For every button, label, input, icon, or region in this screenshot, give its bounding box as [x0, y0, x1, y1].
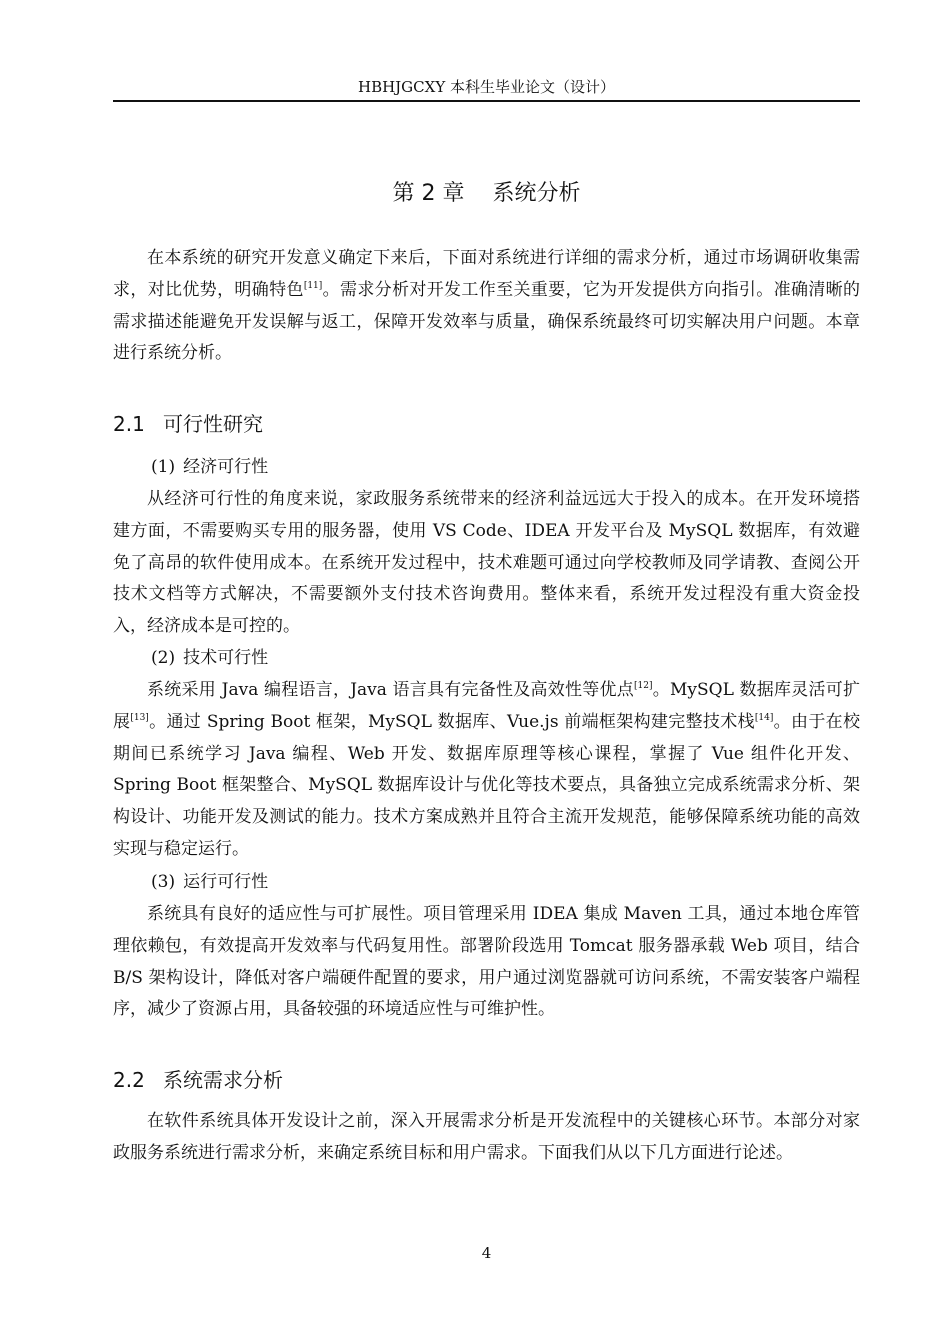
- operational-paragraph: 系统具有良好的适应性与可扩展性。项目管理采用 IDEA 集成 Maven 工具，通过本地仓库管理依赖包，有效提高开发效率与代码复用性。部署阶段选用 Tomcat 服务器承载 Web 项目，结合 B/S 架构设计，降低对客户端硬件配置的要求，用户通过浏览器就可访问系统，不需安装客户端程序，减少了资源占用，具备较强的环境适应性与可维护性。: [113, 904, 860, 1020]
- item-title: 技术可行性: [183, 648, 269, 668]
- intro-text-1: 在本系统的研究开发意义确定下来后，下面对系统进行详细的需求分析，通过市场调研收集需求，对比优势，明确特色: [113, 248, 860, 300]
- citation-14: [14]: [754, 712, 774, 723]
- item-number: (2): [151, 648, 176, 668]
- header-rule: [113, 100, 860, 102]
- citation-12: [12]: [634, 681, 653, 691]
- item-number: (1): [151, 457, 176, 477]
- item-title: 运行可行性: [183, 872, 269, 892]
- technical-block: [113, 675, 860, 866]
- section-heading-2-1: [113, 409, 263, 439]
- item-title: 经济可行性: [183, 457, 269, 477]
- section-heading-2-2: [113, 1065, 283, 1095]
- section-number: 2.1: [113, 412, 145, 436]
- technical-text-2: 。MySQL 数据库灵活可扩展: [113, 680, 860, 732]
- intro-block: [113, 243, 860, 370]
- item-number: (3): [151, 872, 176, 892]
- item-heading-economic: [151, 452, 268, 484]
- section-title: 可行性研究: [163, 412, 263, 436]
- item-heading-technical: [151, 643, 268, 675]
- item-heading-operational: [151, 867, 268, 899]
- economic-block: [113, 484, 860, 643]
- technical-paragraph: [113, 675, 860, 866]
- citation-13: [13]: [130, 712, 149, 723]
- running-header: HBHJGCXY 本科生毕业论文（设计）: [357, 78, 615, 96]
- citation-11: [11]: [303, 280, 323, 291]
- page-number: 4: [481, 1244, 492, 1262]
- technical-text-1: 系统采用 Java 编程语言，Java 语言具有完备性及高效性等优点: [147, 680, 634, 700]
- technical-text-4: 。由于在校期间已系统学习 Java 编程、Web 开发、数据库原理等核心课程，掌握了 Vue 组件化开发、Spring Boot 框架整合、MySQL 数据库设计与优化等技术要点，具备独立完成系统需求分析、架构设计、功能开发及测试的能力。技术方案成熟并且符合主流开发规范，能够保障系统功能的高效实现与稳定运行。: [113, 711, 860, 859]
- intro-paragraph: [113, 243, 860, 370]
- technical-text-3: 。通过 Spring Boot 框架，MySQL 数据库、Vue.js 前端框架构建完整技术栈: [148, 711, 755, 732]
- requirements-block: [113, 1106, 860, 1170]
- requirements-paragraph: 在软件系统具体开发设计之前，深入开展需求分析是开发流程中的关键核心环节。本部分对家政服务系统进行需求分析，来确定系统目标和用户需求。下面我们从以下几方面进行论述。: [113, 1111, 860, 1163]
- section-title: 系统需求分析: [163, 1068, 283, 1092]
- chapter-title: 第 2 章 系统分析: [392, 181, 581, 206]
- economic-paragraph: 从经济可行性的角度来说，家政服务系统带来的经济利益远远大于投入的成本。在开发环境搭建方面，不需要购买专用的服务器，使用 VS Code、IDEA 开发平台及 MySQL 数据库，有效避免了高昂的软件使用成本。在系统开发过程中，技术难题可通过向学校教师及同学请教、查阅公开技术文档等方式解决，不需要额外支付技术咨询费用。整体来看，系统开发过程没有重大资金投入，经济成本是可控的。: [113, 489, 860, 637]
- section-number: 2.2: [113, 1068, 145, 1092]
- intro-text-2: 。需求分析对开发工作至关重要，它为开发提供方向指引。准确清晰的需求描述能避免开发误解与返工，保障开发效率与质量，确保系统最终可切实解决用户问题。本章进行系统分析。: [113, 279, 861, 364]
- operational-block: [113, 899, 860, 1026]
